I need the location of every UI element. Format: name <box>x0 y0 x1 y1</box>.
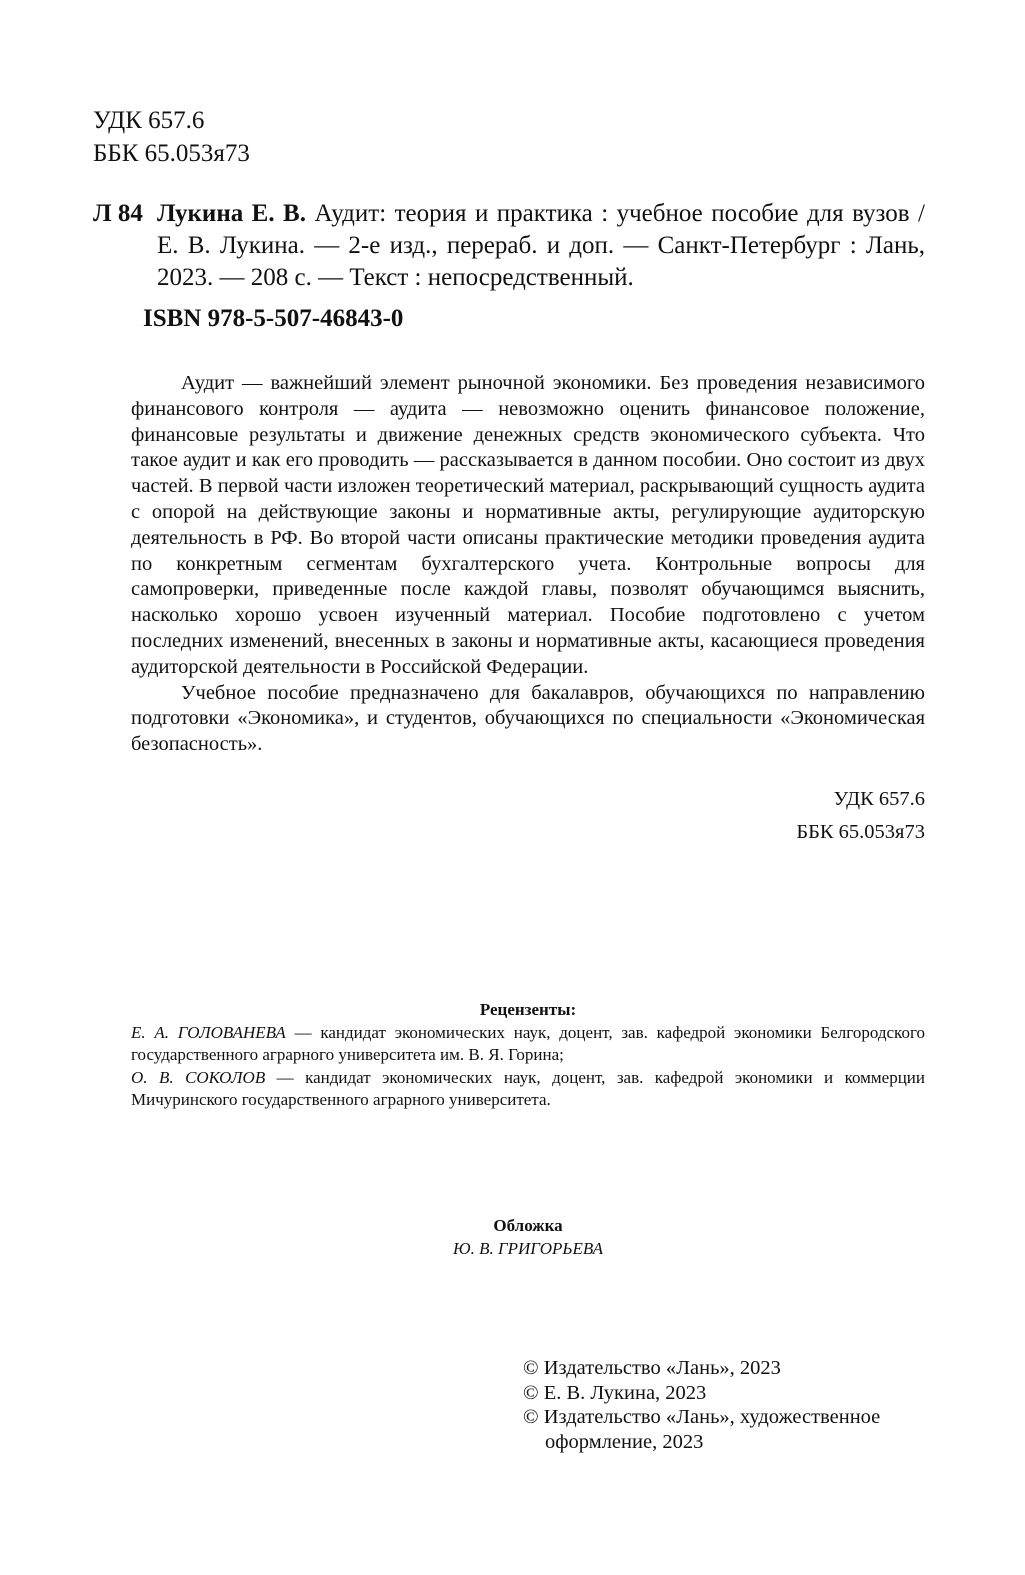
reviewer-entry <box>131 1022 925 1067</box>
cover-credit <box>131 1214 925 1260</box>
copyright-line: © Издательство «Лань», 2023 <box>523 1357 781 1379</box>
copyright-line: оформление, 2023 <box>545 1430 704 1453</box>
isbn: ISBN 978-5-507-46843-0 <box>143 305 404 332</box>
classification-footer <box>796 783 925 849</box>
copyright-block <box>523 1356 943 1454</box>
reviewers-heading: Рецензенты: <box>479 1000 577 1019</box>
reviewers-section <box>131 999 925 1112</box>
reviewer-name: О. В. СОКОЛОВ <box>131 1067 266 1087</box>
udc-code: УДК 657.6 <box>833 788 925 810</box>
author-name: Лукина Е. В. <box>157 200 306 227</box>
copyright-line: © Е. В. Лукина, 2023 <box>523 1381 707 1404</box>
reviewer-entry <box>131 1067 925 1112</box>
udc-code: УДК 657.6 <box>93 107 205 134</box>
bbk-code: ББК 65.053я73 <box>796 821 925 843</box>
abstract <box>131 371 925 758</box>
author-mark: Л 84 <box>93 200 143 227</box>
copyright-line: © Издательство «Лань», художественное <box>523 1406 881 1428</box>
cover-heading: Обложка <box>493 1216 563 1235</box>
bibliographic-description: Аудит: теория и практика : учебное пособие для вузов / Е. В. Лукина. — 2-е изд., перераб. и доп. — Санкт-Петербург : Лань, 2023. — 208 с. — Текст : непосредственный. <box>157 200 925 291</box>
reviewer-name: Е. А. ГОЛОВАНЕВА <box>131 1022 286 1042</box>
classification-header <box>93 104 250 170</box>
bibliographic-record <box>157 198 925 294</box>
reviewer-credentials: — кандидат экономических наук, доцент, зав. кафедрой экономики Белгородского государственного аграрного университета им. В. Я. Горина; <box>131 1022 925 1064</box>
abstract-paragraph: Аудит — важнейший элемент рыночной экономики. Без проведения независимого финансового контроля — аудита — невозможно оценить финансовое положение, финансовые результаты и движение денежных средств экономического субъекта. Что такое аудит и как его проводить — рассказывается в данном пособии. Оно состоит из двух частей. В первой части изложен теоретический материал, раскрывающий сущность аудита с опорой на действующие законы и нормативные акты, регулирующие аудиторскую деятельность в РФ. Во второй части описаны практические методики проведения аудита по конкретным сегментам бухгалтерского учета. Контрольные вопросы для самопроверки, приведенные после каждой главы, позволят обучающимся выяснить, насколько хорошо усвоен изученный материал. Пособие подготовлено с учетом последних изменений, внесенных в законы и нормативные акты, касающиеся проведения аудиторской деятельности в Российской Федерации. <box>131 372 925 678</box>
cover-designer: Ю. В. ГРИГОРЬЕВА <box>453 1239 603 1258</box>
abstract-paragraph: Учебное пособие предназначено для бакалавров, обучающихся по направлению подготовки «Экономика», и студентов, обучающихся по специальности «Экономическая безопасность». <box>131 681 925 756</box>
bbk-code: ББК 65.053я73 <box>93 140 250 167</box>
reviewer-credentials: — кандидат экономических наук, доцент, зав. кафедрой экономики и коммерции Мичуринского государственного аграрного университета. <box>131 1067 925 1109</box>
